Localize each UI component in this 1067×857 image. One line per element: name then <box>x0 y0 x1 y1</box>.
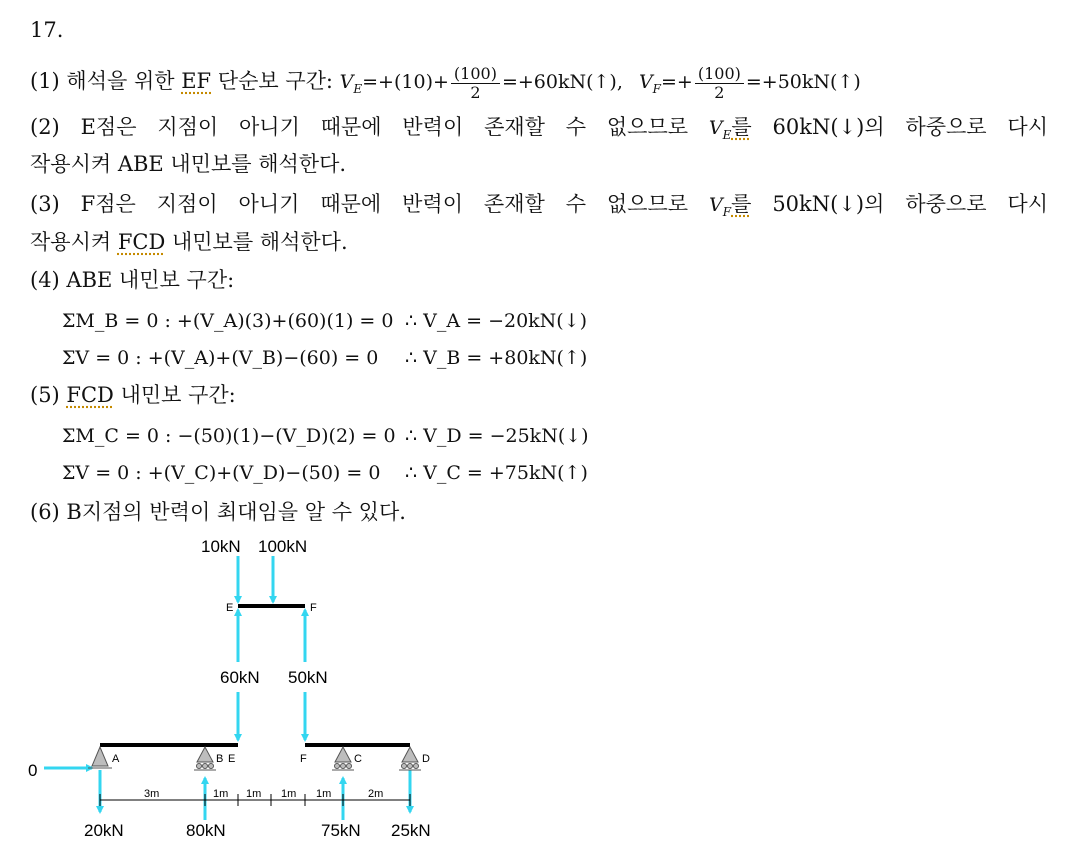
step3-line1: (3) F점은 지점이 아니기 때문에 반력이 존재할 수 없으므로 $V_F$를 50kN(↓)의 하중으로 다시 <box>30 192 1048 219</box>
node-label-D: D <box>422 753 430 765</box>
support-C <box>332 747 354 770</box>
node-label-E: E <box>228 753 236 765</box>
support-A <box>88 747 112 768</box>
label-horizontal-0: 0 <box>28 761 38 780</box>
vf-formula: $V_F=+$ $\frac{(100)}{2}$ =+50kN(↑) <box>638 64 861 102</box>
label-10kN: 10kN <box>201 537 241 556</box>
label-20kN: 20kN <box>84 821 124 840</box>
label-25kN: 25kN <box>391 821 431 840</box>
label-50kN: 50kN <box>288 668 328 687</box>
step6-line: (6) B지점의 반력이 최대임을 알 수 있다. <box>30 500 406 524</box>
step2-line2: 작용시켜 ABE 내민보를 해석한다. <box>30 152 347 176</box>
step4-res2: ∴ V_B = +80kN(↑) <box>405 347 588 369</box>
dim-1m-c: 1m <box>281 788 297 800</box>
step1-label2: 단순보 구간: <box>211 69 340 94</box>
problem-number: 17. <box>30 18 64 42</box>
dim-3m: 3m <box>144 788 160 800</box>
step3-line2: 작용시켜 FCD 내민보를 해석한다. <box>30 230 348 254</box>
dim-1m-a: 1m <box>213 788 229 800</box>
label-100kN: 100kN <box>258 537 308 556</box>
step2-line1: (2) E점은 지점이 아니기 때문에 반력이 존재할 수 없으므로 $V_E$를 60kN(↓)의 하중으로 다시 <box>30 115 1048 142</box>
step4-eq2: ΣV = 0 : +(V_A)+(V_B)−(60) = 0 <box>62 347 379 369</box>
step5-res2: ∴ V_C = +75kN(↑) <box>405 462 588 484</box>
node-label-F-top: F <box>310 602 317 614</box>
node-label-E-top: E <box>226 602 234 614</box>
ve-symbol: $V_E$ <box>708 117 732 142</box>
fraction-100-2-b: $\frac{(100)}{2}$ <box>695 65 744 101</box>
node-label-F: F <box>300 753 307 765</box>
step1-label: (1) 해석을 위한 <box>30 69 182 94</box>
dim-2m: 2m <box>368 788 384 800</box>
step5-heading: (5) FCD 내민보 구간: <box>30 383 236 407</box>
step4-heading: (4) ABE 내민보 구간: <box>30 268 235 292</box>
label-80kN: 80kN <box>186 821 226 840</box>
step4-res1: ∴ V_A = −20kN(↓) <box>405 310 588 332</box>
step5-res1: ∴ V_D = −25kN(↓) <box>405 425 589 447</box>
node-label-C: C <box>354 753 362 765</box>
node-label-A: A <box>112 753 120 765</box>
label-60kN: 60kN <box>220 668 260 687</box>
dim-1m-b: 1m <box>246 788 262 800</box>
fraction-100-2: $\frac{(100)}{2}$ <box>451 65 500 101</box>
support-B <box>194 747 216 770</box>
step5-eq2: ΣV = 0 : +(V_C)+(V_D)−(50) = 0 <box>62 462 381 484</box>
step1-ef: EF <box>181 69 212 94</box>
ve-formula: $V_E=+(10)+$ $\frac{(100)}{2}$ =+60kN(↑), <box>339 64 623 102</box>
node-label-B: B <box>216 753 224 765</box>
label-75kN: 75kN <box>321 821 361 840</box>
step5-eq1: ΣM_C = 0 : −(50)(1)−(V_D)(2) = 0 <box>62 425 396 447</box>
vf-symbol: $V_F$ <box>709 194 732 219</box>
dim-1m-d: 1m <box>316 788 332 800</box>
step4-eq1: ΣM_B = 0 : +(V_A)(3)+(60)(1) = 0 <box>62 310 394 332</box>
support-D <box>399 747 421 770</box>
